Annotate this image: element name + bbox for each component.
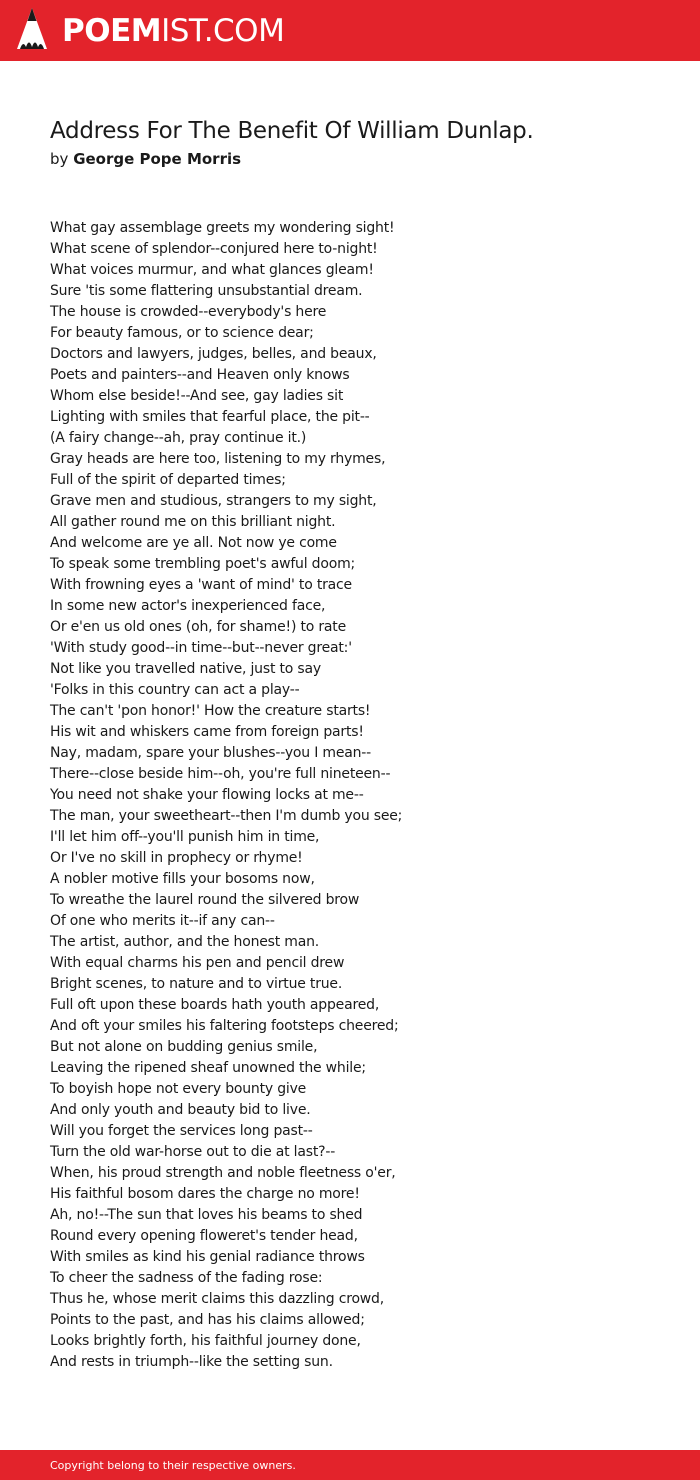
poem-line: Thus he, whose merit claims this dazzling crowd,	[50, 1291, 384, 1307]
poem-title: Address For The Benefit Of William Dunlap.	[50, 118, 534, 144]
poem-line: Round every opening floweret's tender head,	[50, 1228, 358, 1244]
poem-line: To cheer the sadness of the fading rose:	[50, 1270, 323, 1286]
poem-line: Poets and painters--and Heaven only knows	[50, 367, 350, 383]
poem-line: With frowning eyes a 'want of mind' to trace	[50, 577, 352, 593]
poem-line: The artist, author, and the honest man.	[50, 934, 320, 950]
poem-line: And rests in triumph--like the setting sun.	[50, 1354, 333, 1370]
poem-line: Whom else beside!--And see, gay ladies sit	[50, 388, 344, 404]
copyright-text: Copyright belong to their respective owners.	[50, 1459, 296, 1472]
poem-line: Not like you travelled native, just to say	[50, 661, 321, 677]
poem-line: What voices murmur, and what glances gleam!	[50, 262, 374, 278]
poem-line: Or e'en us old ones (oh, for shame!) to rate	[50, 619, 346, 635]
poem-line: To boyish hope not every bounty give	[50, 1081, 307, 1097]
poem-line: Grave men and studious, strangers to my sight,	[50, 493, 377, 509]
poem-line: And oft your smiles his faltering footsteps cheered;	[50, 1018, 399, 1034]
poem-line: Full oft upon these boards hath youth appeared,	[50, 997, 380, 1013]
poem-header	[50, 114, 670, 170]
poem-line: Gray heads are here too, listening to my rhymes,	[50, 451, 386, 467]
poem-line: The house is crowded--everybody's here	[50, 304, 327, 320]
poem-line: 'Folks in this country can act a play--	[50, 682, 300, 698]
poem-author: George Pope Morris	[73, 150, 242, 168]
logo-strong-text: POEM	[62, 13, 162, 49]
poem-line: 'With study good--in time--but--never great:'	[50, 640, 352, 656]
site-footer	[0, 1450, 700, 1480]
poem-line: (A fairy change--ah, pray continue it.)	[50, 430, 307, 446]
poem-line: For beauty famous, or to science dear;	[50, 325, 314, 341]
poem-line: I'll let him off--you'll punish him in time,	[50, 829, 320, 845]
poem-line: Sure 'tis some flattering unsubstantial dream.	[50, 283, 363, 299]
byline-label: by	[50, 150, 69, 168]
poem-line: The can't 'pon honor!' How the creature starts!	[50, 703, 371, 719]
poem-line: There--close beside him--oh, you're full nineteen--	[50, 766, 391, 782]
poem-line: Or I've no skill in prophecy or rhyme!	[50, 850, 303, 866]
logo-light-text: IST.COM	[161, 13, 285, 49]
poem-line: The man, your sweetheart--then I'm dumb you see;	[50, 808, 403, 824]
poem-line: And welcome are ye all. Not now ye come	[50, 535, 337, 551]
poem-line: And only youth and beauty bid to live.	[50, 1102, 311, 1118]
poem-line: Of one who merits it--if any can--	[50, 913, 275, 929]
poem-line: To wreathe the laurel round the silvered brow	[50, 892, 360, 908]
site-header	[0, 0, 700, 61]
poem-line: A nobler motive fills your bosoms now,	[50, 871, 315, 887]
poem-line: Ah, no!--The sun that loves his beams to shed	[50, 1207, 363, 1223]
poem-line: But not alone on budding genius smile,	[50, 1039, 318, 1055]
poem-line: His wit and whiskers came from foreign parts!	[50, 724, 364, 740]
poem-line: You need not shake your flowing locks at me--	[50, 787, 364, 803]
poem-line: What scene of splendor--conjured here to-night!	[50, 241, 378, 257]
poem-line: Lighting with smiles that fearful place, the pit--	[50, 409, 370, 425]
poem-line: Nay, madam, spare your blushes--you I mean--	[50, 745, 371, 761]
poem-line: Bright scenes, to nature and to virtue true.	[50, 976, 343, 992]
poem-line: In some new actor's inexperienced face,	[50, 598, 326, 614]
poem-line: His faithful bosom dares the charge no more!	[50, 1186, 360, 1202]
pencil-tip-icon	[14, 7, 50, 53]
poem-line: Looks brightly forth, his faithful journey done,	[50, 1333, 361, 1349]
poem-line: Leaving the ripened sheaf unowned the while;	[50, 1060, 366, 1076]
poem-line: To speak some trembling poet's awful doom;	[50, 556, 356, 572]
poem-line: Doctors and lawyers, judges, belles, and beaux,	[50, 346, 377, 362]
poem-line: When, his proud strength and noble fleetness o'er,	[50, 1165, 396, 1181]
poem-line: All gather round me on this brilliant night.	[50, 514, 336, 530]
poem-line: Will you forget the services long past--	[50, 1123, 313, 1139]
poem-line: Full of the spirit of departed times;	[50, 472, 286, 488]
poem-body	[50, 218, 670, 1373]
poem-line: What gay assemblage greets my wondering sight!	[50, 220, 395, 236]
poem-line: Turn the old war-horse out to die at last?--	[50, 1144, 336, 1160]
poem-line: With equal charms his pen and pencil drew	[50, 955, 345, 971]
poem-byline	[50, 148, 670, 170]
site-logo-text	[62, 13, 284, 49]
poem-line: With smiles as kind his genial radiance throws	[50, 1249, 365, 1265]
poem-line: Points to the past, and has his claims allowed;	[50, 1312, 365, 1328]
